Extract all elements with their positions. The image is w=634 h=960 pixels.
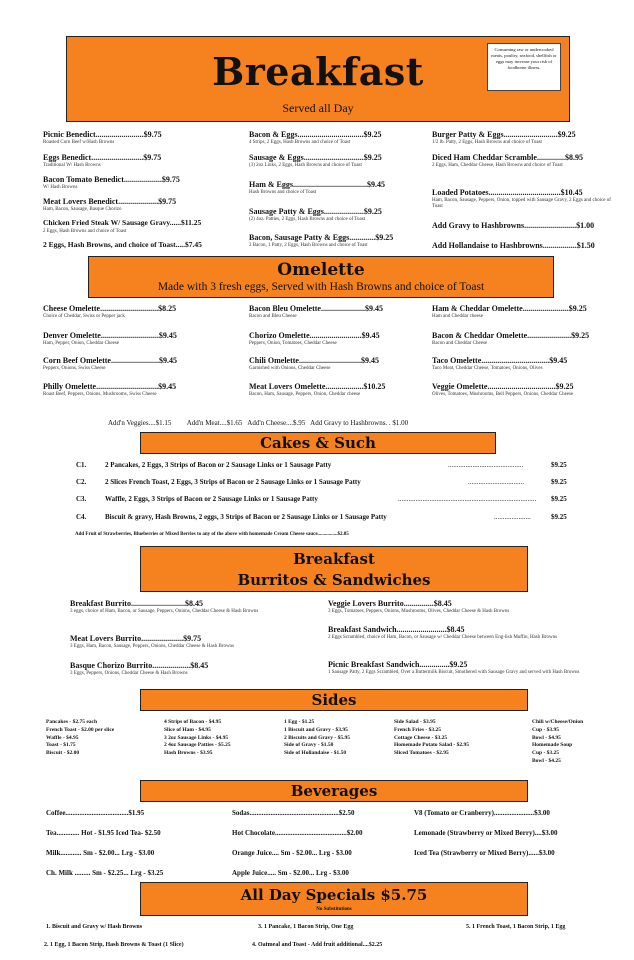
item-price: $8.45: [433, 599, 452, 608]
item-price: $9.45: [361, 331, 380, 340]
disclaimer-text: Consuming raw or undercooked meats, poultry, seafood, shellfish or eggs may increase your risk of foodborne illness.: [491, 47, 557, 70]
side-item: 2 4oz Sausage Patties - $5.25: [164, 742, 231, 749]
menu-item: Philly Omelette...............................$9.45 Roast Beef, Peppers, Onions, Mushrooms, Swiss Cheese: [43, 382, 233, 398]
beverage-item: Orange Juice.... Sm - $2.00... Lrg - $3.00: [232, 849, 352, 857]
cakes-leader: ...............................................................................: [398, 495, 537, 503]
item-name: Denver Omelette: [43, 331, 101, 340]
item-name: Bacon & Cheddar Omelette: [432, 331, 528, 340]
side-item: Side of Hollandaise - $1.50: [284, 750, 347, 757]
cakes-header: [140, 432, 496, 454]
menu-item: Cheese Omelette.............................$8.25 Choice of Cheddar, Swiss or Pepper jack: [43, 304, 233, 320]
item-price: $9.25: [571, 331, 590, 340]
omelette-title: Omelette: [277, 260, 365, 280]
item-desc: Bacon, Ham, Sausage, Peppers, Onion, Cheddar cheese: [249, 392, 361, 398]
item-name: Philly Omelette: [43, 382, 97, 391]
beverages-title: Beverages: [290, 782, 378, 800]
item-desc: Ham, Bacon, Sausage, Peppers, Onion, topped with Sausage Gravy, 2 Eggs and choice of Toast: [432, 198, 611, 209]
side-item: 2 Biscuits and Gravy - $5.95: [284, 734, 351, 741]
sides-column: [164, 719, 231, 758]
item-name: Picnic Benedict: [43, 130, 96, 139]
cakes-code: C4.: [76, 513, 87, 521]
beverage-item: Lemonade (Strawberry or Mixed Berry)....$3.00: [414, 829, 558, 837]
item-desc: Roast Beef, Peppers, Onions, Mushrooms, Swiss Cheese: [43, 392, 157, 398]
special-item: 2. 1 Egg, 1 Bacon Strip, Hash Browns & Toast (1 Slice): [44, 942, 184, 948]
item-desc: Ham, Bacon, Sausage, Basque Chorizo: [43, 207, 122, 213]
item-name: Basque Chorizo Burrito: [70, 661, 153, 670]
disclaimer-box: [487, 43, 561, 91]
cakes-row: [76, 478, 581, 488]
item-price: $8.25: [158, 304, 177, 313]
breakfast-title: Breakfast: [212, 49, 424, 94]
item-name: Meat Lovers Omelette: [249, 382, 326, 391]
menu-item: Ham & Eggs.....................................$9.45 Hash Browns and choice of Toast: [249, 180, 419, 196]
beverages-header: [140, 780, 528, 802]
omelette-subtitle: Made with 3 fresh eggs, Served with Hash Browns and choice of Toast: [157, 281, 485, 293]
item-name: Meat Lovers Benedict: [43, 197, 119, 206]
side-item: 1 Egg - $1.25: [284, 719, 315, 725]
item-desc: Peppers, Onion, Tomatoes, Cheddar Cheese: [249, 341, 337, 347]
beverage-item: Ch. Milk ......... Sm - $2.25... Lrg - $3.25: [46, 869, 164, 877]
item-desc: 3 eggs, choice of Ham, Bacon, or Sausage, Peppers, Onions, Cheddar Cheese & Hash Browns: [70, 609, 259, 615]
menu-item: Burger Patty & Eggs...........................$9.25 1/2 lb. Patty, 2 Eggs, Hash Browns and choice of Toast: [432, 130, 612, 146]
side-item: Side Salad - $3.95: [394, 719, 436, 725]
menu-item: Basque Chorizo Burrito...................$8.45 3 Eggs, Peppers, Onions, Cheddar Cheese & Hash Browns: [70, 661, 325, 677]
item-desc: 2 Eggs, Hash Browns and choice of Toast: [43, 228, 127, 234]
item-name: Bacon & Eggs: [249, 130, 298, 139]
item-price: $8.45: [184, 599, 203, 608]
item-name: Breakfast Burrito: [70, 599, 131, 608]
item-price: $10.45: [560, 188, 583, 197]
item-price: $8.45: [190, 661, 209, 670]
cakes-row: [76, 513, 581, 523]
item-price: $9.25: [555, 382, 574, 391]
item-name: Bacon Bleu Omelette: [249, 304, 321, 313]
cakes-text: Waffle, 2 Eggs, 3 Strips of Bacon or 2 Sausage Links or 1 Sausage Patty: [105, 495, 318, 503]
item-name: Diced Ham Cheddar Scramble: [432, 153, 537, 162]
item-name: Chili Omelette: [249, 356, 299, 365]
sides-column: [46, 719, 114, 758]
cakes-row: [76, 495, 581, 505]
item-desc: Taco Meat, Cheddar Cheese, Tomatoes, Onions, Olives: [432, 366, 543, 372]
item-desc: Choice of Cheddar, Swiss or Pepper jack: [43, 314, 125, 320]
menu-item: Bacon, Sausage Patty & Eggs.............$9.25 2 Bacon, 1 Patty, 2 Eggs, Hash Browns and choice of Toast: [249, 233, 419, 249]
menu-item: Denver Omelette.............................$9.45 Ham, Pepper, Onion, Cheddar Cheese: [43, 331, 233, 347]
specials-subtitle: No Substitutions: [316, 907, 352, 912]
item-name: Loaded Potatoes: [432, 188, 489, 197]
menu-item: Bacon & Cheddar Omelette......................$9.25 Bacon and Cheddar Cheese: [432, 331, 612, 347]
item-name: Bacon Tomato Benedict: [43, 175, 124, 184]
item-desc: 1 Sausage Patty, 2 Eggs Scrambled, Over a Buttermilk Biscuit, Smothered with Sausage Gravy and served with Hash Browns: [328, 670, 580, 676]
beverage-item: Milk............ Sm - $2.00... Lrg - $3.00: [46, 849, 155, 857]
menu-item: Sausage & Eggs..............................$9.25 (3) 2oz Links, 2 Eggs, Hash Browns and choice of Toast: [249, 153, 419, 169]
menu-item: Eggs Benedict..........................$9.75 Traditional W/ Hash Browns: [43, 153, 231, 169]
menu-item: Meat Lovers Burrito.....................$9.75 3 Eggs, Ham, Bacon, Sausage, Peppers, Onions, Cheddar Cheese & Hash Browns: [70, 634, 325, 650]
special-item: 4. Oatmeal and Toast - Add fruit additional....$2.25: [252, 942, 383, 948]
special-item: 5. 1 French Toast, 1 Bacon Strip, 1 Egg: [466, 924, 566, 930]
item-desc: Hash Browns and choice of Toast: [249, 190, 317, 196]
menu-item: Chili Omelette...............................$9.45 Garnished with Onions, Cheddar Cheese: [249, 356, 419, 372]
item-price: $7.45: [184, 240, 202, 249]
item-desc: 3 Eggs, Tomatoes, Peppers, Onions, Mushrooms, Olives, Cheddar Cheese & Hash Browns: [328, 609, 510, 615]
item-desc: Bacon and Cheddar Cheese: [432, 341, 488, 347]
menu-item: Meat Lovers Benedict....................$9.75 Ham, Bacon, Sausage, Basque Chorizo: [43, 197, 231, 213]
cakes-leader: ................................: [468, 478, 524, 486]
item-desc: Ham, Pepper, Onion, Cheddar Cheese: [43, 341, 120, 347]
item-name: Meat Lovers Burrito: [70, 634, 142, 643]
menu-item: Bacon & Eggs.................................$9.25 4 Strips, 2 Eggs, Hash Browns and choice of Toast: [249, 130, 419, 146]
item-price: $1.50: [576, 241, 595, 250]
item-name: Cheese Omelette: [43, 304, 101, 313]
cakes-price: $9.25: [551, 513, 567, 521]
cakes-leader: .....................: [494, 513, 531, 521]
menu-item: Chorizo Omelette..........................$9.45 Peppers, Onion, Tomatoes, Cheddar Cheese: [249, 331, 419, 347]
menu-item: Bacon Bleu Omelette......................$9.45 Bacon and Bleu Cheese: [249, 304, 419, 320]
side-item: Cup - $3.25: [532, 750, 560, 757]
item-price: $8.45: [446, 625, 465, 634]
burritos-title-line2: Burritos & Sandwiches: [237, 571, 431, 589]
cakes-text: 2 Pancakes, 2 Eggs, 3 Strips of Bacon or 2 Sausage Links or 1 Sausage Patty: [105, 461, 332, 469]
item-price: $9.25: [375, 233, 394, 242]
special-item: 1. Biscuit and Gravy w/ Hash Browns: [46, 924, 143, 930]
side-item: Pancakes - $2.75 each: [46, 719, 98, 725]
item-name: Corn Beef Omelette: [43, 356, 111, 365]
item-price: $1.00: [576, 221, 595, 230]
item-desc: (2) 4oz. Patties, 2 Eggs, Hash Browns and choice of Toast: [249, 217, 366, 223]
item-desc: W/ Hash Browns: [43, 185, 78, 191]
menu-item: Corn Beef Omelette........................$9.45 Peppers, Onions, Swiss Cheese: [43, 356, 233, 372]
side-item: Side of Gravy - $1.50: [284, 742, 334, 749]
item-name: Sausage Patty & Eggs: [249, 207, 324, 216]
item-name: Burger Patty & Eggs: [432, 130, 504, 139]
menu-item: Diced Ham Cheddar Scramble..............$8.95 2 Eggs, Ham, Cheddar Cheese, Hash Browns and choice of Toast: [432, 153, 612, 169]
side-item: Homemade Potato Salad - $2.95: [394, 742, 470, 749]
item-price: $9.25: [363, 130, 382, 139]
side-item: Hash Browns - $3.95: [164, 750, 213, 757]
menu-item: Bacon Tomato Benedict...................$9.75 W/ Hash Browns: [43, 175, 231, 191]
item-name: Ham & Eggs: [249, 180, 293, 189]
beverage-item: Apple Juice..... Sm - $2.00... Lrg - $3.00: [232, 869, 349, 877]
cakes-leader: ...........................................: [448, 461, 524, 469]
item-desc: Garnished with Onions, Cheddar Cheese: [249, 366, 331, 372]
item-price: $9.45: [158, 331, 177, 340]
sides-column: [532, 719, 583, 766]
menu-item: Picnic Breakfast Sandwich...............$9.25 1 Sausage Patty, 2 Eggs Scrambled, Over a Buttermilk Biscuit, Smothered with Sausage Gravy and served with Hash Browns: [328, 660, 598, 676]
burritos-title-line1: Breakfast: [293, 550, 375, 568]
cakes-price: $9.25: [551, 461, 567, 469]
cakes-price: $9.25: [551, 495, 567, 503]
menu-item: Ham & Cheddar Omelette.......................$9.25 Ham and Cheddar cheese: [432, 304, 612, 320]
cakes-code: C3.: [76, 495, 87, 503]
side-item: 4 Strips of Bacon - $4.95: [164, 719, 222, 725]
item-price: $9.45: [367, 180, 385, 189]
side-item: Cottage Cheese - $3.25: [394, 734, 448, 741]
sides-title: Sides: [311, 691, 357, 709]
beverage-item: Tea............. Hot - $1.95 Iced Tea- $2.50: [46, 829, 161, 837]
menu-item: Meat Lovers Omelette...................$10.25 Bacon, Ham, Sausage, Peppers, Onion, Cheddar cheese: [249, 382, 419, 398]
menu-item: Breakfast Burrito...........................$8.45 3 eggs, choice of Ham, Bacon, or Sausage, Peppers, Onions, Cheddar Cheese & Hash Browns: [70, 599, 325, 615]
side-item: Bowl - $4.95: [532, 734, 561, 741]
menu-item: Add Gravy to Hashbrowns..........................$1.00: [432, 221, 595, 230]
item-name: Ham & Cheddar Omelette: [432, 304, 523, 313]
sides-column: [394, 719, 469, 758]
side-item: French Fries - $3.25: [394, 726, 441, 733]
menu-item: Veggie Lovers Burrito...............$8.45 3 Eggs, Tomatoes, Peppers, Onions, Mushrooms, Olives, Cheddar Cheese & Hash Browns: [328, 599, 598, 615]
beverage-item: Sodas...................................................$2.50: [232, 809, 355, 817]
menu-item: Taco Omelette..................................$9.45 Taco Meat, Cheddar Cheese, Tomatoes, Onions, Olives: [432, 356, 612, 372]
side-item: Bowl - $4.25: [532, 757, 561, 764]
menu-item: Loaded Potatoes....................................$10.45 Ham, Bacon, Sausage, Peppers, Onion, topped with Sausage Gravy, 2 Eggs and choice of Toast: [432, 188, 611, 209]
cakes-row: [76, 461, 581, 471]
side-item: Waffle - $4.95: [46, 734, 79, 741]
breakfast-subtitle: Served all Day: [282, 101, 354, 115]
side-item: Sliced Tomatoes - $2.95: [394, 750, 449, 757]
menu-item: 2 Eggs, Hash Browns, and choice of Toast.....$7.45: [43, 240, 202, 249]
side-item: Cup - $3.95: [532, 726, 560, 733]
omelette-header: [88, 256, 554, 298]
item-name: Bacon, Sausage Patty & Eggs: [249, 233, 350, 242]
burritos-header: [140, 546, 528, 592]
item-name: Picnic Breakfast Sandwich: [328, 660, 420, 669]
item-price: $9.25: [557, 130, 576, 139]
side-item: Biscuit - $2.00: [46, 750, 80, 757]
item-name: Breakfast Sandwich: [328, 625, 397, 634]
menu-item: Chicken Fried Steak W/ Sausage Gravy......$11.25 2 Eggs, Hash Browns and choice of Toast: [43, 219, 231, 234]
cakes-text: 2 Slices French Toast, 2 Eggs, 3 Strips of Bacon or 2 Sausage Links or 1 Sausage Patty: [105, 478, 361, 486]
menu-item: Sausage Patty & Eggs....................$9.25 (2) 4oz. Patties, 2 Eggs, Hash Browns and choice of Toast: [249, 207, 419, 223]
item-desc: Olives, Tomatoes, Mushrooms, Bell Peppers, Onions, Cheddar Cheese: [432, 392, 574, 398]
item-price: $9.75: [143, 153, 162, 162]
item-name: Add Gravy to Hashbrowns: [432, 221, 525, 230]
item-desc: Ham and Cheddar cheese: [432, 314, 483, 320]
item-name: Chorizo Omelette: [249, 331, 310, 340]
item-price: $9.45: [158, 356, 177, 365]
item-desc: Bacon and Bleu Cheese: [249, 314, 297, 320]
item-price: $9.45: [360, 356, 379, 365]
side-item: 3 2oz Sausage Links - $4.95: [164, 734, 229, 741]
cakes-text: Biscuit & gravy, Hash Browns, 2 eggs, 3 Strips of Bacon or 2 Sausage Links or 1 Sausage Patty: [105, 513, 387, 521]
item-price: $9.25: [449, 660, 468, 669]
item-name: Add Hollandaise to Hashbrowns: [432, 241, 543, 250]
side-item: Chili w/Cheese/Onion: [532, 719, 584, 725]
specials-title: All Day Specials $5.75: [240, 886, 428, 904]
item-desc: 2 Eggs Scrambled, choice of Ham, Bacon, or Sausage w/ Cheddar Cheese between Eng-lish Muffin, Hash Browns: [328, 635, 558, 641]
beverage-item: Coffee....................................$1.95: [46, 809, 145, 817]
item-price: $11.25: [181, 218, 202, 227]
item-price: $9.45: [158, 382, 177, 391]
item-desc: 2 Eggs, Ham, Cheddar Cheese, Hash Browns and choice of Toast: [432, 163, 563, 169]
item-desc: 3 Eggs, Peppers, Onions, Cheddar Cheese & Hash Browns: [70, 671, 188, 677]
item-name: Veggie Lovers Burrito: [328, 599, 404, 608]
special-item: 3. 1 Pancake, 1 Bacon Strip, One Egg: [258, 924, 354, 930]
item-price: $9.45: [364, 304, 383, 313]
beverage-item: V8 (Tomato or Cranberry).......................$3.00: [414, 809, 550, 817]
item-desc: Roasted Corn Beef w/Hash Browns: [43, 140, 115, 146]
item-price: $8.95: [564, 153, 583, 162]
menu-item: Veggie Omelette..................................$9.25 Olives, Tomatoes, Mushrooms, Bell Peppers, Onions, Cheddar Cheese: [432, 382, 612, 398]
item-price: $9.25: [568, 304, 587, 313]
cakes-code: C1.: [76, 461, 87, 469]
item-price: $9.75: [158, 197, 177, 206]
side-item: French Toast - $2.00 per slice: [46, 726, 115, 733]
item-name: Veggie Omelette: [432, 382, 488, 391]
item-desc: 3 Eggs, Ham, Bacon, Sausage, Peppers, Onions, Cheddar Cheese & Hash Browns: [70, 644, 235, 650]
item-desc: 1/2 lb. Patty, 2 Eggs, Hash Browns and choice of Toast: [432, 140, 542, 146]
specials-header: [140, 882, 528, 916]
side-item: Slice of Ham - $4.95: [164, 726, 211, 733]
item-desc: Traditional W/ Hash Browns: [43, 163, 101, 169]
item-desc: 2 Bacon, 1 Patty, 2 Eggs, Hash Browns and choice of Toast: [249, 243, 368, 249]
side-item: Toast - $1.75: [46, 742, 76, 749]
omelette-addons: Add'n Veggies....$1.15 Add'n Meat....$1.65 Add'n Cheese....$.95 Add Gravy to Hashbrowns. . $1.00: [108, 419, 409, 427]
item-price: $9.75: [183, 634, 202, 643]
side-item: Homemade Soup: [532, 742, 573, 749]
item-price: $9.25: [363, 207, 382, 216]
cakes-code: C2.: [76, 478, 87, 486]
cakes-note: Add Fruit of Strawberries, Blueberries or Mixed Berries to any of the above with homemade Cream Cheese sauce................$2.85: [75, 532, 349, 537]
item-desc: Peppers, Onions, Swiss Cheese: [43, 366, 106, 372]
side-item: 1 Biscuit and Gravy - $3.95: [284, 726, 348, 733]
beverage-item: Iced Tea (Strawberry or Mixed Berry)......$3.00: [414, 849, 555, 857]
item-price: $9.45: [549, 356, 568, 365]
item-name: 2 Eggs, Hash Browns, and choice of Toast: [43, 240, 176, 249]
menu-item: Picnic Benedict........................$9.75 Roasted Corn Beef w/Hash Browns: [43, 130, 231, 146]
sides-header: [140, 689, 528, 711]
item-desc: (3) 2oz Links, 2 Eggs, Hash Browns and choice of Toast: [249, 163, 362, 169]
item-name: Eggs Benedict: [43, 153, 92, 162]
cakes-title: Cakes & Such: [260, 434, 376, 452]
beverage-item: Hot Chocolate.........................................$2.00: [232, 829, 363, 837]
item-price: $9.75: [143, 130, 162, 139]
item-name: Sausage & Eggs: [249, 153, 304, 162]
sides-column: [284, 719, 350, 758]
item-name: Chicken Fried Steak W/ Sausage Gravy: [43, 218, 170, 227]
item-price: $9.25: [363, 153, 382, 162]
item-desc: 4 Strips, 2 Eggs, Hash Browns and choice of Toast: [249, 140, 351, 146]
menu-item: Breakfast Sandwich.........................$8.45 2 Eggs Scrambled, choice of Ham, Bacon, or Sausage w/ Cheddar Cheese between Eng-lish Muffin, Hash Browns: [328, 625, 598, 641]
item-price: $9.75: [161, 175, 180, 184]
cakes-price: $9.25: [551, 478, 567, 486]
item-price: $10.25: [363, 382, 386, 391]
menu-item: Add Hollandaise to Hashbrowns.................$1.50: [432, 241, 595, 250]
item-name: Taco Omelette: [432, 356, 482, 365]
